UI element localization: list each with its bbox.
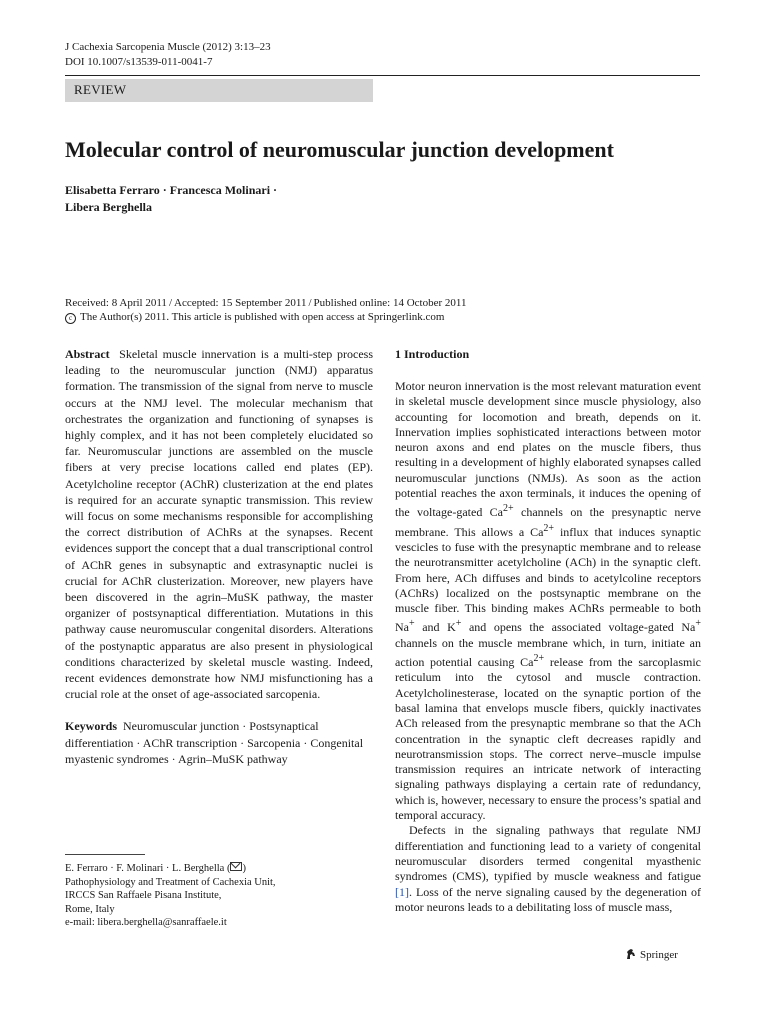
introduction-paragraph-2: Defects in the signaling pathways that regulate NMJ differentiation and functioning lead to a variety of congenital neuromuscular disorders termed congenital myasthenic syndromes (CMS), typified by muscle weakness and fatigue [1]. Loss of the nerve signaling caused by the degeneration of motor neurons leads to a debilitating loss of muscle mass, — [395, 823, 701, 914]
authors-line-1: Elisabetta Ferraro · Francesca Molinari · — [65, 183, 278, 197]
affiliation-email[interactable]: e-mail: libera.berghella@sanraffaele.it — [65, 917, 227, 928]
abstract-label: Abstract — [65, 347, 110, 361]
footnote-rule — [65, 854, 145, 855]
copyright-text: The Author(s) 2011. This article is published with open access at Springerlink.com — [80, 311, 445, 323]
publisher-name: Springer — [640, 949, 678, 961]
keywords-text: Neuromuscular junction · Postsynaptical differentiation · AChR transcription · Sarcopenia · Congenital myastenic syndromes · Agrin–MuSK pathway — [65, 719, 364, 766]
author-list — [65, 182, 365, 216]
springer-horse-icon — [625, 948, 637, 960]
citation-link[interactable]: [1] — [395, 884, 409, 899]
section-label: REVIEW — [74, 82, 127, 97]
introduction-paragraph-1: Motor neuron innervation is the most relevant maturation event in skeletal muscle development since muscle physiology, also accounting for locomotion and breath, depends on it. Innervation implies sophisticated interactions between motor neuron axons and end plates on the muscle fibers, thus resulting in a development of highly elaborated synapses called neuromuscular junctions (NMJs). As soon as the action potential reaches the axon terminals, it induces the opening of the voltage-gated $Ca^{2+}$ channels on the presynaptic nerve membrane. This allows a $Ca^{2+}$ influx that induces synaptic vescicles to fuse with the presynaptic membrane and to release the neurotransmitter acetylcholine (ACh) in the synaptic cleft. From here, ACh diffuses and binds to acetylcoline receptors (AChRs) localized on the postsynaptic membrane on the muscle fiber. This binding makes AChRs permeable to both Na+ and K+ and opens the associated voltage-gated Na+ channels on the muscle membrane which, in turn, initiate an action potential causing $Ca^{2+}$ release from the sarcoplasmic reticulum into the cytosol and muscle contraction. Acetylcholinesterase, located on the synaptic portion of the basal lamina that envelops muscle fibers, quickly inactivates ACh released from the presynaptic membrane so that the ACh concentration in the synaptic cleft decreases rapidly and neurotransmission stops. The correct nerve–muscle impulse transmission requires an intricate network of interacting signaling pathways displaying a certain rate of redundancy, which is, however, necessary to ensure the process’s spatial and temporal accuracy. — [395, 379, 702, 823]
affiliation-authors: E. Ferraro · F. Molinari · L. Berghella — [65, 863, 225, 874]
affiliation-line-1: Pathophysiology and Treatment of Cachexia Unit, — [65, 876, 276, 888]
keywords-label: Keywords — [65, 719, 117, 734]
introduction-heading: 1 Introduction — [395, 347, 470, 361]
header-rule — [65, 75, 700, 76]
doi-line: DOI 10.1007/s13539-011-0041-7 — [65, 56, 213, 68]
abstract — [65, 346, 373, 702]
abstract-text: Skeletal muscle innervation is a multi-step process leading to the neuromuscular junction (NMJ) apparatus formation. The transmission of the signal from nerve to muscle occurs at the NMJ level. The molecular mechanism that orchestrates the organization and functioning of synapses is highly complex, and it has not been completely elucidated so far. Neuromuscular junctions are assembled on the muscle fibers at very precise locations called end plates (EP). Acetylcholine receptor (AChR) clusterization at the end plates is required for an accurate synaptic transmission. This review will focus on some mechanisms responsible for accomplishing the correct distribution of AChRs at the synapses. Recent evidences support the concept that a dual transcriptional control of AChR genes in subsynaptic and extrasynaptic nuclei is crucial for AChR clusterization. Moreover, new players have been discovered in the agrin–MuSK pathway, the master organizer of postsynaptical differentiation. Mutations in this pathway cause neuromuscular congenital disorders. Alterations of the postynaptic apparatus are also present in physiological conditions characterized by skeletal muscle wasting. Indeed, recent evidences demonstrate how NMJ misfunctioning has a crucial role at the onset of age-associated sarcopenia. — [65, 347, 373, 702]
authors-line-2: Libera Berghella — [65, 200, 152, 214]
copyright-icon: c — [65, 313, 76, 324]
affiliation-block: E. Ferraro · F. Molinari · L. Berghella ( ) Pathophysiology and Treatment of Cachexia Unit, IRCCS San Raffaele Pisana Institute, Rome, Italy e-mail: libera.berghella@sanraffaele.it — [65, 862, 373, 930]
section-label-bar — [65, 79, 373, 102]
published-date: Published online: 14 October 2011 — [313, 297, 467, 309]
received-date: Received: 8 April 2011 — [65, 297, 167, 309]
envelope-icon — [230, 862, 242, 871]
left-column — [65, 346, 373, 767]
affiliation-line-2: IRCCS San Raffaele Pisana Institute, — [65, 890, 222, 901]
right-column — [395, 346, 701, 915]
article-title: Molecular control of neuromuscular junction development — [65, 137, 614, 162]
publication-dates: Received: 8 April 2011 / Accepted: 15 September 2011 / Published online: 14 October 2011 c The Author(s) 2011. This article is published with open access at Springerlink.com — [65, 297, 467, 323]
accepted-date: Accepted: 15 September 2011 — [174, 297, 307, 309]
keywords — [65, 718, 373, 767]
publisher-logo — [625, 948, 678, 961]
journal-header — [65, 40, 271, 70]
journal-citation: J Cachexia Sarcopenia Muscle (2012) 3:13–23 — [65, 41, 271, 53]
affiliation-line-3: Rome, Italy — [65, 903, 115, 915]
